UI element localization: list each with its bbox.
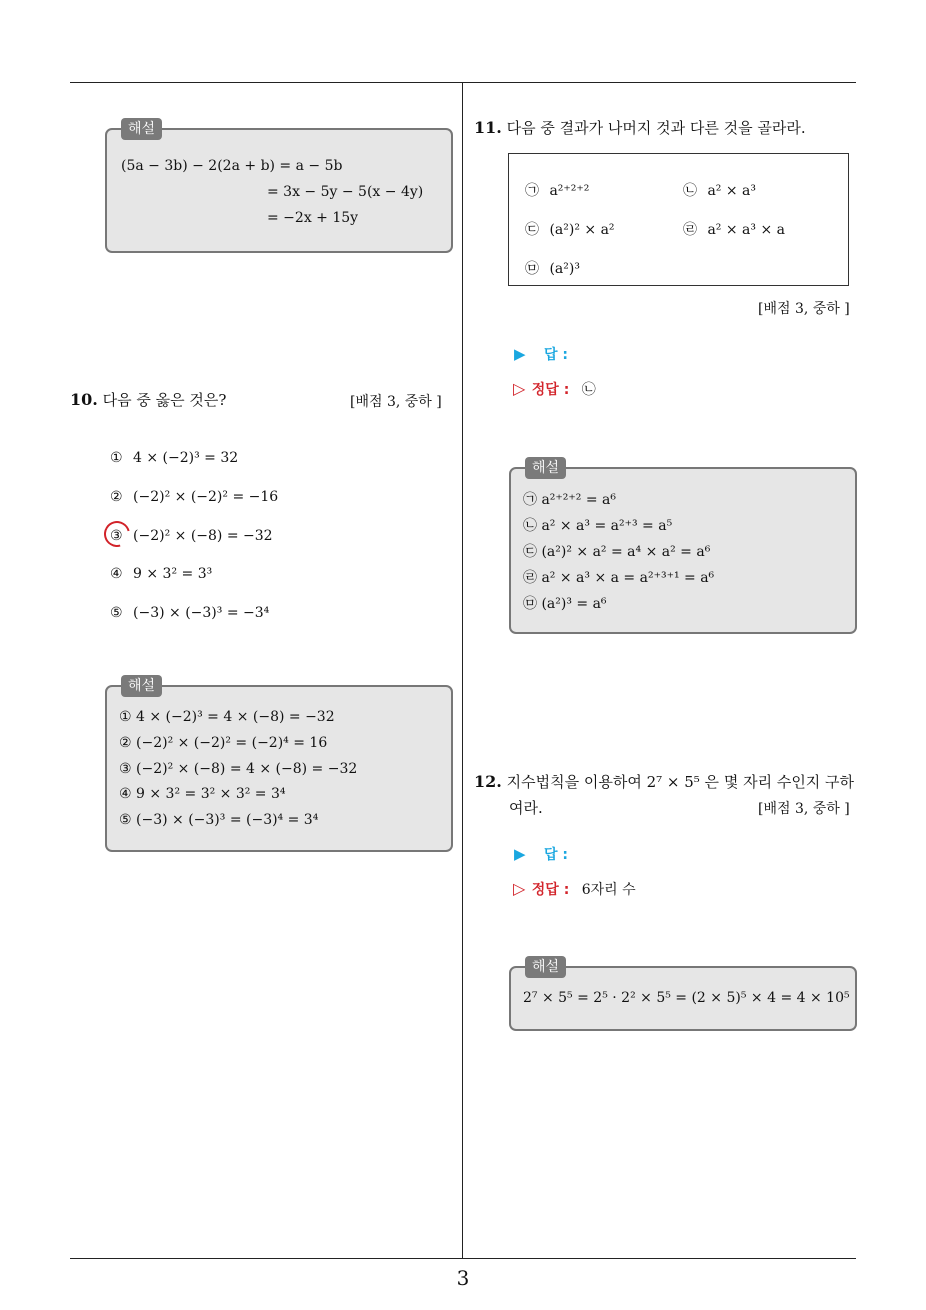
solution-tag: 해설 bbox=[121, 118, 162, 140]
question-text-line2: 여라. bbox=[509, 799, 543, 817]
solution-box-q12 bbox=[509, 959, 857, 1031]
solution-tag: 해설 bbox=[121, 675, 162, 697]
option-mark: ④ bbox=[110, 566, 123, 582]
solution-line: = −2x + 15y bbox=[267, 210, 359, 226]
solution-box-q10 bbox=[105, 678, 453, 852]
option-5[interactable] bbox=[110, 605, 269, 621]
choice-e[interactable] bbox=[525, 258, 580, 278]
choice-c[interactable] bbox=[525, 219, 615, 239]
solution-tag: 해설 bbox=[525, 457, 566, 479]
option-text: 4 × (−2)³ = 32 bbox=[133, 450, 239, 466]
header-rule bbox=[70, 82, 856, 83]
score-label: [배점 3, 중하 ] bbox=[758, 301, 850, 317]
choice-text: (a²)² × a² bbox=[549, 222, 615, 238]
solution-box-q9 bbox=[105, 121, 453, 253]
solution-tag: 해설 bbox=[525, 956, 566, 978]
play-triangle-icon: ▶ bbox=[514, 845, 526, 863]
option-2[interactable] bbox=[110, 489, 278, 505]
correct-answer-row bbox=[513, 379, 596, 399]
option-text: 9 × 3² = 3³ bbox=[133, 566, 213, 582]
question-10 bbox=[70, 389, 226, 410]
option-text: (−3) × (−3)³ = −3⁴ bbox=[133, 605, 270, 621]
option-text: (−2)² × (−8) = −32 bbox=[133, 528, 273, 544]
solution-line: ㉢ (a²)² × a² = a⁴ × a² = a⁶ bbox=[523, 544, 711, 560]
correct-label: 정답 : bbox=[531, 882, 570, 898]
answer-input-row[interactable] bbox=[514, 344, 568, 364]
solution-line: 2⁷ × 5⁵ = 2⁵ · 2² × 5⁵ = (2 × 5)⁵ × 4 = 4 × 10⁵ bbox=[523, 990, 850, 1006]
choice-mark: ㉠ bbox=[525, 183, 539, 199]
correct-value: 6자리 수 bbox=[581, 882, 636, 898]
open-triangle-icon: ▷ bbox=[513, 379, 526, 398]
open-triangle-icon: ▷ bbox=[513, 879, 526, 898]
choice-mark: ㉤ bbox=[525, 261, 539, 277]
correct-value: ㉡ bbox=[581, 382, 596, 398]
answer-label: 답 : bbox=[544, 347, 568, 363]
question-text-line1: 지수법칙을 이용하여 2⁷ × 5⁵ 은 몇 자리 수인지 구하 bbox=[506, 773, 855, 791]
solution-line: ③ (−2)² × (−8) = 4 × (−8) = −32 bbox=[119, 761, 358, 777]
score-label: [배점 3, 중하 ] bbox=[758, 801, 850, 817]
question-number: 10. bbox=[70, 390, 98, 409]
choice-text: a² × a³ bbox=[707, 183, 757, 199]
choice-b[interactable] bbox=[683, 180, 756, 200]
question-11 bbox=[474, 117, 806, 138]
question-number: 11. bbox=[474, 118, 502, 137]
question-12 bbox=[474, 771, 854, 792]
option-4[interactable] bbox=[110, 566, 212, 582]
solution-line: ㉣ a² × a³ × a = a²⁺³⁺¹ = a⁶ bbox=[523, 570, 715, 586]
page-number: 3 bbox=[456, 1266, 470, 1290]
solution-line: ㉡ a² × a³ = a²⁺³ = a⁵ bbox=[523, 518, 673, 534]
solution-line: ① 4 × (−2)³ = 4 × (−8) = −32 bbox=[119, 709, 335, 725]
solution-line: ⑤ (−3) × (−3)³ = (−3)⁴ = 3⁴ bbox=[119, 812, 319, 828]
option-mark: ③ bbox=[110, 528, 123, 544]
answer-input-row[interactable] bbox=[514, 844, 568, 864]
play-triangle-icon: ▶ bbox=[514, 345, 526, 363]
choice-mark: ㉢ bbox=[525, 222, 539, 238]
option-text: (−2)² × (−2)² = −16 bbox=[133, 489, 279, 505]
choice-d[interactable] bbox=[683, 219, 785, 239]
correct-label: 정답 : bbox=[531, 382, 570, 398]
choice-mark: ㉣ bbox=[683, 222, 697, 238]
solution-line: = 3x − 5y − 5(x − 4y) bbox=[267, 184, 424, 200]
choice-a[interactable] bbox=[525, 180, 589, 200]
option-1[interactable] bbox=[110, 450, 238, 466]
option-mark: ② bbox=[110, 489, 123, 505]
solution-line: ㉠ a²⁺²⁺² = a⁶ bbox=[523, 492, 617, 508]
choice-text: (a²)³ bbox=[549, 261, 580, 277]
choice-text: a²⁺²⁺² bbox=[549, 183, 590, 199]
solution-line: ㉤ (a²)³ = a⁶ bbox=[523, 596, 607, 612]
question-text: 다음 중 결과가 나머지 것과 다른 것을 골라라. bbox=[506, 119, 806, 137]
correct-answer-row bbox=[513, 879, 636, 899]
option-3[interactable] bbox=[110, 528, 273, 544]
choices-box bbox=[508, 153, 849, 286]
solution-box-q11 bbox=[509, 460, 857, 634]
answer-label: 답 : bbox=[544, 847, 568, 863]
choice-mark: ㉡ bbox=[683, 183, 697, 199]
question-number: 12. bbox=[474, 772, 502, 791]
choice-text: a² × a³ × a bbox=[707, 222, 785, 238]
solution-line: (5a − 3b) − 2(2a + b) = a − 5b bbox=[121, 158, 343, 174]
option-mark: ① bbox=[110, 450, 123, 466]
score-label: [배점 3, 중하 ] bbox=[350, 394, 442, 410]
option-mark: ⑤ bbox=[110, 605, 123, 621]
solution-line: ② (−2)² × (−2)² = (−2)⁴ = 16 bbox=[119, 735, 328, 751]
solution-line: ④ 9 × 3² = 3² × 3² = 3⁴ bbox=[119, 786, 286, 802]
column-divider bbox=[462, 82, 463, 1258]
footer-rule bbox=[70, 1258, 856, 1259]
question-text: 다음 중 옳은 것은? bbox=[102, 391, 227, 409]
